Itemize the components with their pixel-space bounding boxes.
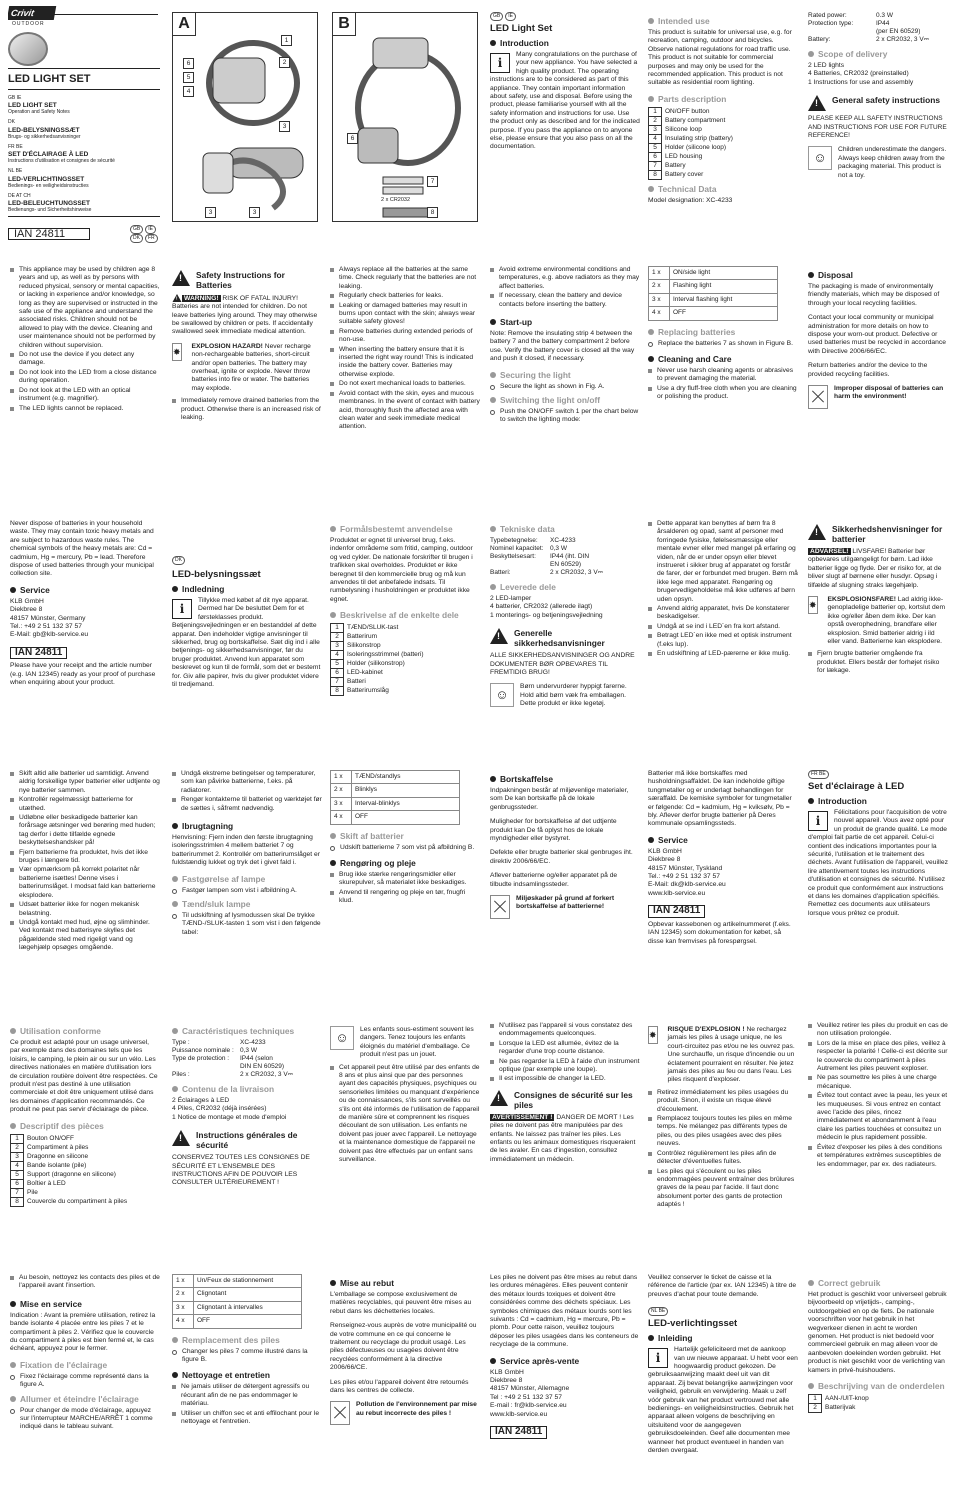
tech-value: IP44 <box>876 20 890 27</box>
en-parts-list <box>648 107 737 180</box>
text-line: Tel : +49 2 51 132 37 57 <box>490 1393 562 1401</box>
cover-flags: GB IE DK FR <box>130 225 160 243</box>
tech-value: DIN EN 60529) <box>240 1063 285 1070</box>
en-intended-parts: Intended use This product is suitable for universal use, e.g. for recreation, camping, outdoor and bicycles. Observe national regulations for road traffic use. This product is not suitable for commercial purposes and may only be used for the recommended application. This product is not suitable as residential room lighting. Parts description 1 ON/OFF button 2 Battery compartment 3 Silicone loop 4 Insulating strip (battery) 5 Holder (silicone loop) 6 LED housing 7 Battery 8 Battery cover Technical Data Model designation: XC-4233 <box>648 16 792 204</box>
dk-startup: Undgå ekstreme betingelser og temperaturer, som kan påvirke batterierne, f.eks. på radiatorer. Rengør kontakterne til batteriet og værktøjet før de sættes i, såfremt nødvendig. Ibrugtagning Henvisning: Fjern inden den første ibrugtagning isoleringsstrimlen 4 mellem batteriet 7 og batterirummet 2. Kontrollér om batterirumslåget er fuldstændig lukket og tryk det i givet fald i. Fastgørelse af lampe Fastgør lampen som vist i afbildning A. Tænd/sluk lampe Til udskiftning af lysmodussen skal De trykke TÆND-/SLUK-tasten 1 som vist i den følgende tabel: <box>172 770 322 936</box>
fr-mode-table <box>172 1274 302 1329</box>
text-line: Diekbree 8 <box>10 606 43 614</box>
figure-b-illustration <box>333 13 477 221</box>
list-item: Au besoin, nettoyez les contacts des piles et de l'appareil avant l'insertion. <box>10 1274 160 1291</box>
mode-row: 3 x Interval-blinklys <box>331 797 460 810</box>
warning-icon <box>490 1090 508 1106</box>
list-item: Remplacez toujours toutes les piles en même temps. Ne mélangez pas différents types de piles, ou des piles usagées avec des piles neuves. <box>648 1115 798 1149</box>
list-item: Les piles qui s'écoulent ou les piles endommagées peuvent entraîner des brûlures graves de la peau par l'acide. Il faut donc absolument porter des gants de protection adaptés ! <box>648 1168 798 1210</box>
list-item: Fjern brugte batterier omgående fra produktet. Ellers består der forhøjet risiko for lækage. <box>808 650 948 675</box>
child-warning-icon: ☺ <box>330 1026 354 1050</box>
tech-value: IP44 (iht. DIN <box>550 553 590 560</box>
part-row: 8 Batterirumslåg <box>331 687 428 696</box>
tech-value: 2 x CR2032, 3 V⎓ <box>550 569 603 576</box>
text-line: KLB GmbH <box>10 597 44 605</box>
tech-value <box>172 1063 240 1071</box>
dk-tech-data <box>490 537 640 577</box>
en-disposal: Disposal The packaging is made of environmentally friendly materials, which may be disposed of through your local recycling facilities. Contact your local community or municipal administration for more details on how to dispose your worn-out product. Defective or used batteries must be recycled in accordance with Directive 2006/66/EC. Return batteries and/or the device to the provided recycling facilities. Improper disposal of batteries can harm the environment! <box>808 266 948 496</box>
list-item: Use a dry fluff-free cloth when you are cleaning or polishing the product. <box>648 385 798 402</box>
list-item: Dette apparat kan benyttes af børn fra 8 årsalderen og opad, samt af personer med forringede fysiske, følelsesmæssige eller mentale evner eller med mangel på erfaring og viden, når de er under opsyn eller blevet instrueret i sikker brug af apparatet og forstår de farer, der er forbundet med brugen. Børn må ikke lege med apparatet. Rengøring og brugervedligeholdelse må ikke udføres af børn uden opsyn. <box>648 520 798 604</box>
list-item: Il est impossible de changer la LED. <box>490 1075 640 1083</box>
fr-battery-safety: N'utilisez pas l'appareil si vous constatez des endommagements quelconques. Lorsque la LED est allumée, évitez de la regarder d'une trop courte distance. Ne pas regarder la LED à l'aide d'un instrument optique (par exemple une loupe). Il est impossible de changer la LED. ! Consignes de sécurité sur les piles AVERTISSEMENT ! DANGER DE MORT ! Les piles ne doivent pas être manipulées par des enfants. Ne laissez pas traîner les piles. Les enfants ou les animaux domestiques risqueraient de les avaler. En cas d'ingestion, consultez immédiatement un médecin. <box>490 1022 640 1252</box>
figure-b: B 6 7 8 2 x CR2032 <box>332 12 478 222</box>
paragraph: Muligheder for bortskaffelse af det udtjente produkt kan De få oplyst hos de lokale myndigheder eller bystyret. <box>490 818 617 843</box>
mode-row: 2 x Blinklys <box>331 784 460 797</box>
mode-row: 1 x ON/side light <box>649 267 778 280</box>
tech-value: Puissance nominale : <box>172 1047 234 1054</box>
cover-language-entry: NL BE LED-VERLICHTINGSSET Bedienings- en veiligheidsinstructies <box>8 168 89 189</box>
mode-row: 1 x Un/Feux de stationnement <box>173 1275 302 1288</box>
list-item: Contrôlez régulièrement les piles afin de détecter d'éventuelles fuites. <box>648 1150 798 1167</box>
part-row: 5 Holder (silicone loop) <box>649 143 737 152</box>
list-item: Do not use the device if you detect any damage. <box>10 351 160 368</box>
list-item: Anvend til rengøring og pleje en tør, fnugfri klud. <box>330 889 480 906</box>
text-line: www.klb-service.eu <box>648 889 706 897</box>
text-line: 2 Éclairages à LED <box>172 1097 230 1104</box>
paragraph: Aflever batterierne og/eller apparatet på de tilbudte indsamlingssteder. <box>490 872 618 888</box>
cover-language-entry: FR BE SET D'ÉCLAIRAGE À LED Instructions d'utilisation et consignes de sécurité <box>8 143 115 165</box>
figure-a-illustration <box>173 13 317 221</box>
text-line: 4 Batteries, CR2032 (preinstalled) <box>808 70 909 78</box>
brand-logo: Crivit OUTDOOR <box>8 6 160 66</box>
text-line: Diekbree 8 <box>490 1377 523 1385</box>
fr-parts-list <box>10 1134 131 1207</box>
list-item: Never use harsh cleaning agents or abrasives to prevent damaging the material. <box>648 367 798 384</box>
part-row: 5 Support (dragonne en silicone) <box>11 1170 131 1179</box>
tech-value: Type : <box>172 1039 190 1046</box>
tech-value <box>490 561 550 569</box>
cover-title: LED LIGHT SET <box>8 68 160 85</box>
figure-a: A 1 2 6 5 4 3 3 3 <box>172 12 318 222</box>
list-item: Regularly check batteries for leaks. <box>330 292 480 300</box>
text-line: Diekbree 8 <box>648 856 681 864</box>
text-line: 1 Notice de montage et mode d'emploi <box>172 1113 287 1121</box>
mode-row: 4 x OFF <box>649 307 778 320</box>
part-row: 3 Dragonne en silicone <box>11 1152 131 1161</box>
tech-value: IP44 (selon <box>240 1055 273 1062</box>
dk-ian: IAN 24811 <box>648 905 705 917</box>
list-item: Rengør kontakterne til batteriet og værktøjet før de sættes i, såfremt nødvendig. <box>172 796 322 813</box>
list-item: Avoid contact with the skin, eyes and mucous membranes. In the event of contact with battery acid, thoroughly flush the affected area with clean water and seek immediate medical attention. <box>330 390 480 432</box>
part-row: 5 Holder (silikonstrop) <box>331 660 428 669</box>
list-item: Always replace all the batteries at the same time. Check regularly that the batteries are not leaking. <box>330 266 480 291</box>
part-row: 6 LED-kabinet <box>331 669 428 678</box>
cover-language-entry: GB IE LED LIGHT SET Operation and Safety Notes <box>8 95 70 116</box>
list-item: Ne jamais utiliser de détergent agressifs ou récurant afin de ne pas endommager le matériau. <box>172 1383 322 1408</box>
list-item: Undgå kontakt med hud, øjne og slimhinder. Ved kontakt med batterisyre skylles det pågældende sted med rigeligt vand og lægehjælp opsøges omgående. <box>10 919 160 953</box>
tech-value: Protection type: <box>808 20 854 27</box>
list-item: Lors de la mise en place des piles, veillez à respecter la polarité ! Celle-ci est décrite sur le couvercle du compartiment à piles Autrement les piles peuvent exploser. <box>808 1040 948 1074</box>
warning-icon <box>808 524 826 540</box>
part-row: 6 Boîtier à LED <box>11 1179 131 1188</box>
text-line: 2 LED lights <box>808 62 845 69</box>
tech-value: Beskyttelsesart: <box>490 553 536 560</box>
text-line: Tel.: +49 2 51 132 37 57 <box>648 873 720 881</box>
text-line: KLB GmbH <box>490 1368 524 1376</box>
figure-a-label: A <box>173 13 196 36</box>
fr-intended-parts: Utilisation conforme Ce produit est adapté pour un usage universel, par exemple dans des domaines tels que les loisirs, le camping, le plein air ou sur un vélo. Les directives nationales en matière d'utilisation lors de circulation routière doivent être respectées. Ce produit n'est pas destiné à une utilisation commerciale et doit être uniquement utilisé dans les domaines d'application recommandés. Ce produit ne peut pas servir d'éclairage de pièce. Descriptif des pièces 1 Bouton ON/OFF 2 Compartiment à piles 3 Dragonne en silicone 4 Bande isolante (pile) 5 Support (dragonne en silicone) 6 Boîtier à LED 7 Pile 8 Couvercle du compartiment à piles <box>10 1026 158 1205</box>
part-row: 1 TÆND/SLUK-tast <box>331 624 428 633</box>
cover-panel <box>8 6 160 251</box>
fr-disposal: Mise au rebut L'emballage se compose exclusivement de matières recyclables, qui peuvent être mises au rebut dans les déchetteries locales. Renseignez-vous auprès de votre municipalité ou de votre commune en ce qui concerne le traitement ou recyclage du produit usagé. Les piles défectueuses ou usagées doivent être recyclées conformément à la directive 2006/66/CE. Les piles et/ou l'appareil doivent être retournés dans les centres de collecte. Pollution de l'environnement par mise au rebut incorrecte des piles ! <box>330 1274 480 1506</box>
cover-language-entry: DK LED-BELYSNINGSSÆT Brugs- og sikkerhedsanvisninger <box>8 119 81 140</box>
paragraph: Contact your local community or municipal administration for more details on how to dispose your worn-out product. Defective or used batteries must be recycled in accordance with Directive 2006/66/EC. <box>808 314 946 355</box>
text-line: 2 LED-lamper <box>490 595 532 602</box>
paragraph: Defekte eller brugte batterier skal genbruges iht. direktiv 2006/66/EC. <box>490 849 633 865</box>
child-warning-icon: ☺ <box>490 683 514 707</box>
en-list1 <box>10 266 160 496</box>
info-icon: i <box>808 811 828 831</box>
fr-tech-data <box>172 1039 322 1079</box>
list-item: Undgå ekstreme betingelser og temperaturer, som kan påvirke batterierne, f.eks. på radiatorer. <box>172 770 322 795</box>
fr-startup: Au besoin, nettoyez les contacts des piles et de l'appareil avant l'insertion. Mise en service Indication : Avant la première utilisation, retirez la bande isolante 4 placée entre les piles 7 et le compartiment à piles 2. Vérifiez que le couvercle du compartiment à piles est bien fermé et, le cas échéant, appuyez pour le fermer. Fixation de l'éclairage Fixez l'éclairage comme représenté dans la figure A. Allumer et éteindre l'éclairage Pour changer de mode d'éclairage, appuyez sur l'interrupteur MARCHE/ARRÊT 1 comme indiqué dans le tableau suivant. <box>10 1274 160 1431</box>
list-item: When inserting the battery ensure that it is inserted the right way round! This is indicated inside the battery cover. Batteries may otherwise explode. <box>330 346 480 380</box>
part-row: 7 Pile <box>11 1188 131 1197</box>
en-battery-safety: ! Safety Instructions for Batteries !WARNING! RISK OF FATAL INJURY! Batteries are not intended for children. Do not leave batteries lying around. They may otherwise be swallowed by children or pets. If accidentally swallowed seek immediate medical attention. ✸ EXPLOSION HAZARD! Never recharge non-rechargeable batteries, short-circuit and/or open batteries. The battery may overheat, ignite or explode. Never throw batteries into fire or water. The batteries may explode. Immediately remove drained batteries from the product. Otherwise there is an increased risk of leaking. <box>172 266 322 496</box>
en-intro: GB IE LED Light Set Introduction i Many congratulations on the purchase of your new appliance. You have selected a high quality product. The operating instructions are to be considered as part of this appliance. They contain important information about safety, use and disposal. Before using the product, please familiarise yourself with all the safety information and instructions for use. Use the product only as described and for the indicated purpose. If you pass the appliance on to anyone else, please ensure that you also pass on all the documentation. <box>490 13 640 151</box>
info-icon: i <box>172 599 192 619</box>
list-item: Do not exert mechanical loads to batteries. <box>330 380 480 388</box>
en-service: Never dispose of batteries in your household waste. They may contain toxic heavy metals and are subject to hazardous waste rules. The chemical symbols of the heavy metals are: Cd = cadmium, Hg = mercury, Pb = lead. Therefore dispose of used batteries through your municipal collection site. Service KLB GmbH Diekbree 8 48157 Münster, Germany Tel.: +49 2 51 132 37 57 E-Mail: gb@klb-service.eu IAN 24811 Please have your receipt and the article number (e.g. IAN 12345) ready as your proof of purchase when enquiring about your product. <box>10 520 160 760</box>
list-item: Undgå at se ind i LED´en fra kort afstand. <box>648 623 798 631</box>
nl-intro: Veuillez conserver le ticket de caisse et la référence de l'article (par ex. IAN 12345) à titre de preuves d'achat pour toute demande. NL BE LED-verlichtingsset Inleiding i Hartelijk gefeliciteerd met de aankoop van uw nieuwe apparaat. U hebt voor een hoogwaardig product gekozen. De gebruiksaanwijzing maakt deel uit van dit apparaat. Zij bevat belangrijke aanwijzingen voor veiligheid, gebruik en verwijdering. Maak u zelf vóór gebruik van het product vertrouwd met alle bedienings- en veiligheidsinstructies. Gebruik het apparaat alleen volgens de beschrijving en uitsluitend voor de aangegeven gebruiksdoeleinden. Geef alle documenten mee wanneer het product eventueel in handen van derden overgaat. <box>648 1274 798 1455</box>
fr-list3 <box>808 1022 948 1252</box>
tech-value: Rated power: <box>808 12 847 19</box>
fr-tech-scope: Caractéristiques techniques Type : XC-4233 Puissance nominale : 0,3 W Type de protection : IP44 (selon DIN EN 60529) Piles : 2 x CR2032, 3 V⎓ Contenu de la livraison 2 Éclairages à LED 4 Piles, CR2032 (déjà insérées) 1 Notice de montage et mode d'emploi ! Instructions générales de sécurité CONSERVEZ TOUTES LES CONSIGNES DE SÉCURITÉ ET L'ENSEMBLE DES INSTRUCTIONS AFIN DE POUVOIR LES CONSULTER ULTÉRIEUREMENT ! <box>172 1022 322 1252</box>
mode-row: 1 x TÆND/standlys <box>331 771 460 784</box>
list-item: Udsæt batterier ikke for nogen mekanisk belastning. <box>10 901 160 918</box>
tech-value: (per EN 60529) <box>876 28 921 35</box>
mode-row: 2 x Flashing light <box>649 280 778 293</box>
tech-value: XC-4233 <box>240 1039 266 1046</box>
en-scope-list <box>808 62 948 87</box>
tech-value: Nominel kapacitet: <box>490 545 544 552</box>
list-item: Avoid extreme environmental conditions and temperatures, e.g. above radiators as they may affect batteries. <box>490 266 640 291</box>
list-item: Do not look at the LED with an optical instrument (e.g. magnifier). <box>10 387 160 404</box>
tech-value: Typebetegnelse: <box>490 537 538 544</box>
list-item: Évitez d'exposer les piles à des conditions et températures extrêmes susceptibles de les endommager, par ex. des radiateurs. <box>808 1144 948 1169</box>
text-line: 1 monterings- og betjeningsvejledning <box>490 611 603 619</box>
tech-value: XC-4233 <box>550 537 576 544</box>
paragraph: Return batteries and/or the device to the provided recycling facilities. <box>808 362 928 378</box>
warning-icon <box>172 1130 190 1146</box>
list-item: Retirez immédiatement les piles usagées du produit. Sinon, il existe un risque élevé d'écoulement. <box>648 1089 798 1114</box>
dk-list1 <box>648 520 798 760</box>
en-startup: Avoid extreme environmental conditions and temperatures, e.g. above radiators as they may affect batteries. If necessary, clean the battery and device contacts before inserting the battery. Start-up Note: Remove the insulating strip 4 between the battery 7 and the battery compartment 2 before use. Verify the battery cover is closed all the way and push it closed, if necessary. Securing the light Secure the light as shown in Fig. A. Switching the light on/off Push the ON/OFF switch 1 per the chart below to switch the lighting mode: <box>490 266 640 424</box>
paragraph: L'emballage se compose exclusivement de matières recyclables, qui peuvent être mises au rebut dans les déchetteries locales. <box>330 1291 472 1315</box>
dk-battery-safety: ! Sikkerhedshenvisninger for batterier ADVARSEL! LIVSFARE! Batterier bør opbevares utilgængeligt for børn. Lad ikke batterier ligge og flyde. Der er risiko for, at de bliver slugt af børnene eller husdyr. Opsøg i tilfælde af slugning straks lægehjælp. ✸ EKSPLOSIONSFARE! Lad aldrig ikke-genopladelige batterier op, kortslut dem ikke og/eller åben dem ikke. Der kan opstå overophedning, brandfare eller eksplosion. Smid batterier aldrig i ild eller vand. Batterierne kan eksplodere. Fjern brugte batterier omgående fra produktet. Ellers består der forhøjet risiko for lækage. <box>808 520 948 760</box>
en-list3 <box>330 266 480 496</box>
list-item: Fjern batterierne fra produktet, hvis det ikke bruges i længere tid. <box>10 849 160 866</box>
list-item: Skift altid alle batterier ud samtidigt. Anvend aldrig forskellige typer batterier eller udtjente og nye batterier sammen. <box>10 770 160 795</box>
info-icon: i <box>648 1348 668 1368</box>
en-mode-table <box>648 266 778 321</box>
warning-icon <box>808 95 826 111</box>
part-row: 3 Silicone loop <box>649 125 737 134</box>
list-item: Utiliser un chiffon sec et anti effilochant pour le nettoyage et l'entretien. <box>172 1410 322 1427</box>
text-line: E-mail : fr@klb-service.eu <box>490 1402 567 1410</box>
text-line: Tel.: +49 2 51 132 37 57 <box>10 623 82 631</box>
mode-row: 4 x OFF <box>173 1315 302 1328</box>
list-item: If necessary, clean the battery and device contacts before inserting the battery. <box>490 292 640 309</box>
paragraph: Les piles et/ou l'appareil doivent être retournés dans les centres de collecte. <box>330 1378 469 1395</box>
list-item: Ne pas soumettre les piles à une charge mécanique. <box>808 1074 948 1091</box>
paragraph: Renseignez-vous auprès de votre municipalité ou de votre commune en ce qui concerne le traitement ou recyclage du produit usagé. Les piles défectueuses ou usagées doivent être recyclées conformément à la directive 2006/66/CE. <box>330 1322 477 1372</box>
fr-modes-care: 1 x Un/Feux de stationnement 2 x Clignotant 3 x Clignotant à intervalles 4 x OFF Remplacement des piles Changer les piles 7 comme illustré dans la figure B. Nettoyage et entretien Ne jamais utiliser de détergent agressifs ou récurant afin de ne pas endommager le matériau. Utiliser un chiffon sec et anti effilochant pour le nettoyage et l'entretien. <box>172 1274 322 1506</box>
list-item: En udskiftning af LED-pærerne er ikke mulig. <box>648 650 798 658</box>
cover-ian: IAN 24811 <box>8 228 90 240</box>
list-item: Remove batteries during extended periods of non-use. <box>330 328 480 345</box>
tech-value: EN 60529) <box>550 561 582 568</box>
mode-row: 2 x Clignotant <box>173 1288 302 1301</box>
list-item: Leaking or damaged batteries may result in burns upon contact with the skin; always wear suitable safety gloves! <box>330 302 480 327</box>
nl-parts-list <box>808 1394 873 1413</box>
bin-icon <box>330 1401 350 1425</box>
list-item: Immediately remove drained batteries from the product. Otherwise there is an increased risk of leaking. <box>172 397 322 422</box>
list-item: Ne pas regarder la LED à l'aide d'un instrument optique (par exemple une loupe). <box>490 1058 640 1075</box>
product-thumbnail <box>8 32 48 66</box>
mode-row: 3 x Clignotant à intervalles <box>173 1301 302 1314</box>
part-row: 4 Isoleringsstrimmel (batteri) <box>331 651 428 660</box>
part-row: 7 Batteri <box>331 678 428 687</box>
en-tech-scope: Rated power: 0.3 W Protection type: IP44 (per EN 60529) Battery: 2 x CR2032, 3 V⎓ Scope of delivery 2 LED lights 4 Batteries, CR2032 (preinstalled) 1 Instructions for use and assembly ! General safety instructions PLEASE KEEP ALL SAFETY INSTRUCTIONS AND INSTRUCTIONS FOR USE FOR FUTURE REFERENCE! ☺ Children underestimate the dangers. Always keep children away from the packaging material. This product is not a toy. <box>808 12 948 247</box>
text-line: www.klb-service.eu <box>490 1410 548 1418</box>
text-line: E-Mail: gb@klb-service.eu <box>10 631 89 639</box>
text-line: 48157 Münster, Allemagne <box>490 1385 570 1393</box>
tech-value: 0.3 W <box>876 12 893 19</box>
part-row: 6 LED housing <box>649 152 737 161</box>
tech-value: Type de protection : <box>172 1055 230 1062</box>
paragraph: Indpakningen består af miljøvenlige materialer, som De kan bortskaffe på de lokale genbrugssteder. <box>490 787 629 811</box>
cover-language-list <box>8 94 160 213</box>
list-item: Veuillez retirer les piles du produit en cas de non utilisation prolongée. <box>808 1022 948 1039</box>
child-warning-icon: ☺ <box>808 146 832 170</box>
fr-intro: FR BE Set d'éclairage à LED Introduction i Félicitations pour l'acquisition de votre nouvel appareil. Vous avez opté pour un produit de grande qualité. Le mode d'emploi fait partie de cet appareil. Celui-ci contient des indications importantes pour la sécurité, l'utilisation et le traitement des déchets. Avant l'utilisation de l'appareil, veuillez lire attentivement toutes les instructions d'utilisation et consignes de sécurité. N'utilisez ce produit que conformément aux instructions et dans les domaines d'application spécifiés. Remettez ces documents aux utilisateurs lorsque vous prêtez ce produit. <box>808 771 948 917</box>
part-row: 2 Compartiment à piles <box>11 1143 131 1152</box>
explosion-icon: ✸ <box>808 596 818 614</box>
dk-intro: DK LED-belysningssæt Indledning i Tillykke med købet af dit nye apparat. Dermed har De besluttet Dem for et førsteklasses produkt. Betjeningsvejledningen er en bestanddel af dette apparat. Den indeholder vigtige anvisninger til sikkerhed, brug og bortskaffelse. Sæt dig ind i alle betjenings- og sikkerhedsanvisninger, før du bruger produktet. Anvend kun apparatet som beskrevet og kun til de formål, som det er bestemt for. Giv alle papirer, hvis du giver produktet videre til tredjemand. <box>172 557 321 689</box>
text-line: 4 batterier, CR2032 (allerede ilagt) <box>490 603 593 611</box>
list-item: Udløbne eller beskadigede batterier kan forårsage ætsninger ved berøring med huden; tag derfor i dette tilfælde egnede beskyttelseshandsker på! <box>10 814 160 848</box>
mode-row: 3 x Interval flashing light <box>649 293 778 306</box>
part-row: 8 Battery cover <box>649 170 737 179</box>
tech-value: Piles : <box>172 1071 190 1078</box>
fr-explosion: ✸ RISQUE D'EXPLOSION ! Ne rechargez jamais les piles à usage unique, ne les court-circuitez pas et/ou ne les ouvrez pas. Une surchauffe, un risque d'incendie ou un éclatement pourraient en résulter. Ne jetez jamais des piles au feu ou dans l'eau. Les piles risquent d'exploser. Retirez immédiatement les piles usagées du produit. Sinon, il existe un risque élevé d'écoulement. Remplacez toujours toutes les piles en même temps. Ne mélangez pas différents types de piles, ou des piles usagées avec des piles neuves. Contrôlez régulièrement les piles afin de détecter d'éventuelles fuites. Les piles qui s'écoulent ou les piles endommagées peuvent entraîner des brûlures graves de la peau par l'acide. Il faut donc absolument porter des gants de protection adaptés ! <box>648 1022 798 1252</box>
part-row: 1 Bouton ON/OFF <box>11 1134 131 1143</box>
text-line: 48157 Münster, Germany <box>10 614 86 622</box>
cover-language-entry: DE AT CH LED-BELEUCHTUNGSSET Bedienungs- und Sicherheitshinweise <box>8 192 92 214</box>
dk-mode-table <box>330 770 460 825</box>
paragraph: The packaging is made of environmentally friendly materials, which may be disposed of through your local recycling facilities. <box>808 283 940 307</box>
list-item: Vær opmærksom på korrekt polaritet når batterierne isættes! Denne vises i batterirumslåget. I modsat fald kan batterierne eksplodere. <box>10 866 160 900</box>
dk-tech-scope: Tekniske data Typebetegnelse: XC-4233 Nominel kapacitet: 0,3 W Beskyttelsesart: IP44 (iht. DIN EN 60529) Batteri: 2 x CR2032, 3 V⎓ Leverede dele 2 LED-lamper 4 batterier, CR2032 (allerede ilagt) 1 monterings- og betjeningsvejledning ! Generelle sikkerhedsanvisninger ALLE SIKKERHEDSANVISNINGER OG ANDRE DOKUMENTER BØR OPBEVARES TIL FREMTIDIG BRUG! ☺ Børn undervurderer hyppigt farerne. Hold altid børn væk fra emballagen. Dette produkt er ikke legetøj. <box>490 520 640 760</box>
fr-service: Les piles ne doivent pas être mises au rebut dans les ordures ménagères. Elles peuvent contenir des métaux lourds toxiques et doivent être considérées comme des déchets spéciaux. Les symboles chimiques des métaux lourds sont les suivants : Cd = cadmium, Hg = mercure, Pb = plomb. Pour cette raison, veuillez toujours déposer les piles usagées dans les conteneurs de recyclage de la commune. Service après-vente KLB GmbH Diekbree 8 48157 Münster, Allemagne Tel : +49 2 51 132 37 57 E-mail : fr@klb-service.eu www.klb-service.eu IAN 24811 <box>490 1274 639 1438</box>
tech-value: 2 x CR2032, 3 V⎓ <box>876 36 929 43</box>
list-item: N'utilisez pas l'appareil si vous constatez des endommagements quelconques. <box>490 1022 640 1039</box>
part-row: 3 Silikonstrop <box>331 642 428 651</box>
list-item: The LED lights cannot be replaced. <box>10 405 160 413</box>
explosion-icon: ✸ <box>648 1026 658 1044</box>
part-row: 2 Battery compartment <box>649 116 737 125</box>
text-line: 48157 Münster, Tyskland <box>648 864 723 872</box>
list-item: Anvend aldrig apparatet, hvis De konstaterer beskadigelser. <box>648 605 798 622</box>
part-row: 2 Batterirum <box>331 633 428 642</box>
tech-value <box>808 28 876 36</box>
figure-b-label: B <box>333 13 356 36</box>
fr-ian: IAN 24811 <box>490 1426 547 1438</box>
fr-list1: ☺ Les enfants sous-estiment souvent les dangers. Tenez toujours les enfants éloignés du matériel d'emballage. Ce produit n'est pas un jouet. Cet appareil peut être utilisé par des enfants de 8 ans et plus ainsi que par des personnes ayant des capacités physiques, psychiques ou sensorielles limitées ou manquant d'expérience ou de connaissances, s'ils sont surveillés ou s'ils ont été informés de l'utilisation de l'appareil de manière sûre et comprennent les risques découlant de son utilisation. Les enfants ne doivent pas jouer avec l'appareil. Le nettoyage et la maintenance domestique de l'appareil ne doivent pas être effectués par un enfant sans surveillance. <box>330 1022 480 1252</box>
explosion-icon: ✸ <box>172 343 182 361</box>
part-row: 1 AAN-/UIT-knop <box>809 1395 873 1404</box>
dk-list3 <box>10 770 160 1000</box>
bin-icon <box>490 895 510 919</box>
dk-service: Batterier må ikke bortskaffes med husholdningsaffaldet. De kan indeholde giftige tungmetaller og er underlagt behandlingen for særaffald. De kemiske symboler for tungmetaller er følgende: Cd = kadmium, Hg = kviksølv, Pb = bly. Aflever derfor brugte batterier på Deres kommunale opsamlingssteds. Service KLB GmbH Diekbree 8 48157 Münster, Tyskland Tel.: +49 2 51 132 37 57 E-Mail: dk@klb-service.eu www.klb-service.eu IAN 24811 Opbevar kassebonen og artikelnummeret (f.eks. IAN 12345) som dokumentation for købet, så disse kan fremvises på forespørgsel. <box>648 770 798 1000</box>
tech-value: 0,3 W <box>240 1047 257 1054</box>
battery-label: 2 x CR2032 <box>381 197 411 203</box>
en-tech-data <box>808 12 948 44</box>
dk-disposal: Bortskaffelse Indpakningen består af miljøvenlige materialer, som De kan bortskaffe på de lokale genbrugssteder. Muligheder for bortskaffelse af det udtjente produkt kan De få oplyst hos de lokale myndigheder eller bystyret. Defekte eller brugte batterier skal genbruges iht. direktiv 2006/66/EC. Aflever batterierne og/eller apparatet på de tilbudte indsamlingssteder. Miljøskader på grund af forkert bortskaffelse af batterierne! <box>490 770 640 1000</box>
part-row: 2 Batterijvak <box>809 1404 873 1413</box>
info-icon: i <box>490 53 510 73</box>
text-line: 1 Instructions for use and assembly <box>808 78 914 86</box>
nl-intended-parts: Correct gebruik Het product is geschikt voor universeel gebruik bijvoorbeeld op vrijetijds-, camping-, outdoorgebied en op de fiets. De nationale voorschriften voor het gebruik in het wegverkeer dienen in acht te worden genomen. Het product is niet bedoeld voor commercieel gebruik en mag alleen voor de aanbevolen doeleinden worden gebruikt. Het product is niet geschikt voor de verlichting van kamers in privé-huishoudens. Beschrijving van de onderdelen 1 AAN-/UIT-knop 2 Batterijvak <box>808 1278 947 1412</box>
list-item: Cet appareil peut être utilisé par des enfants de 8 ans et plus ainsi que par des personnes ayant des capacités physiques, psychiques ou sensorielles limitées ou manquant d'expérience ou de connaissances, s'ils sont surveillés ou s'ils ont été informés de l'utilisation de l'appareil de manière sûre et comprennent les risques découlant de son utilisation. Les enfants ne doivent pas jouer avec l'appareil. Le nettoyage et la maintenance domestique de l'appareil ne doivent pas être effectués par un enfant sans surveillance. <box>330 1064 480 1165</box>
list-item: Évitez tout contact avec la peau, les yeux et les muqueuses. Si vous entrez en contact avec l'acide des piles, rincez immédiatement et abondamment à l'eau claire les parties touchées et consultez un médecin le plus rapidement possible. <box>808 1092 948 1142</box>
text-line: E-Mail: dk@klb-service.eu <box>648 881 726 889</box>
list-item: Brug ikke stærke rengøringsmidler eller skurepulver, så materialet ikke beskadiges. <box>330 871 480 888</box>
tech-value: 0,3 W <box>550 545 567 552</box>
list-item: Betragt LED´en ikke med et optisk instrument (f.eks lup). <box>648 632 798 649</box>
en-modes-care: 1 x ON/side light 2 x Flashing light 3 x Interval flashing light 4 x OFF Replacing batteries Replace the batteries 7 as shown in Figure B. Cleaning and Care Never use harsh cleaning agents or abrasives to prevent damaging the material. Use a dry fluff-free cloth when you are cleaning or polishing the product. <box>648 266 798 496</box>
part-row: 4 Bande isolante (pile) <box>11 1161 131 1170</box>
tech-value: Battery: <box>808 36 831 43</box>
text-line: 4 Piles, CR2032 (déjà insérées) <box>172 1105 267 1113</box>
dk-parts-list <box>330 623 428 696</box>
part-row: 7 Battery <box>649 161 737 170</box>
dk-intended-parts: Formålsbestemt anvendelse Produktet er egnet til universel brug, f.eks. indenfor områderne som fritid, camping, outdoor og ved cykler. De nationale forskrifter til brugen i trafikken skal overholdes. Produktet er ikke beregnet til den kommercielle brug og må kun anvendes til det anbefalede indsats. Til rumbelysning i husholdningen er produktet ikke egnet. Beskrivelse af de enkelte dele 1 TÆND/SLUK-tast 2 Batterirum 3 Silikonstrop 4 Isoleringsstrimmel (batteri) 5 Holder (silikonstrop) 6 LED-kabinet 7 Batteri 8 Batterirumslåg <box>330 524 473 695</box>
text-line: KLB GmbH <box>648 847 682 855</box>
part-row: 1 ON/OFF button <box>649 107 737 116</box>
tech-value: 2 x CR2032, 3 V⎓ <box>240 1071 293 1078</box>
list-item: Do not look into the LED from a close distance during operation. <box>10 369 160 386</box>
tech-value: Batteri: <box>490 569 511 576</box>
en-ian: IAN 24811 <box>10 647 67 659</box>
part-row: 8 Couvercle du compartiment à piles <box>11 1197 131 1206</box>
bin-icon <box>808 385 828 409</box>
list-item: Lorsque la LED est allumée, évitez de la regarder d'une trop courte distance. <box>490 1040 640 1057</box>
warning-icon <box>490 628 508 644</box>
list-item: This appliance may be used by children age 8 years and up, as well as by persons with reduced physical, sensory or mental capacities, or lacking in experience and/or knowledge, so long as they are supervised or instructed in the safe use of the appliance and understand the associated risks. Children should not be allowed to play with the device. Cleaning and user maintenance should not be performed by children without supervision. <box>10 266 160 350</box>
part-row: 4 Insulating strip (battery) <box>649 134 737 143</box>
warning-icon <box>172 270 190 286</box>
dk-modes-care: 1 x TÆND/standlys 2 x Blinklys 3 x Interval-blinklys 4 x OFF Skift af batterier Udskift batterierne 7 som vist på afbildning B. Rengøring og pleje Brug ikke stærke rengøringsmidler eller skurepulver, så materialet ikke beskadiges. Anvend til rengøring og pleje en tør, fnugfri klud. <box>330 770 480 1000</box>
mode-row: 4 x OFF <box>331 811 460 824</box>
list-item: Kontrollér regelmæssigt batterierne for utæthed. <box>10 796 160 813</box>
